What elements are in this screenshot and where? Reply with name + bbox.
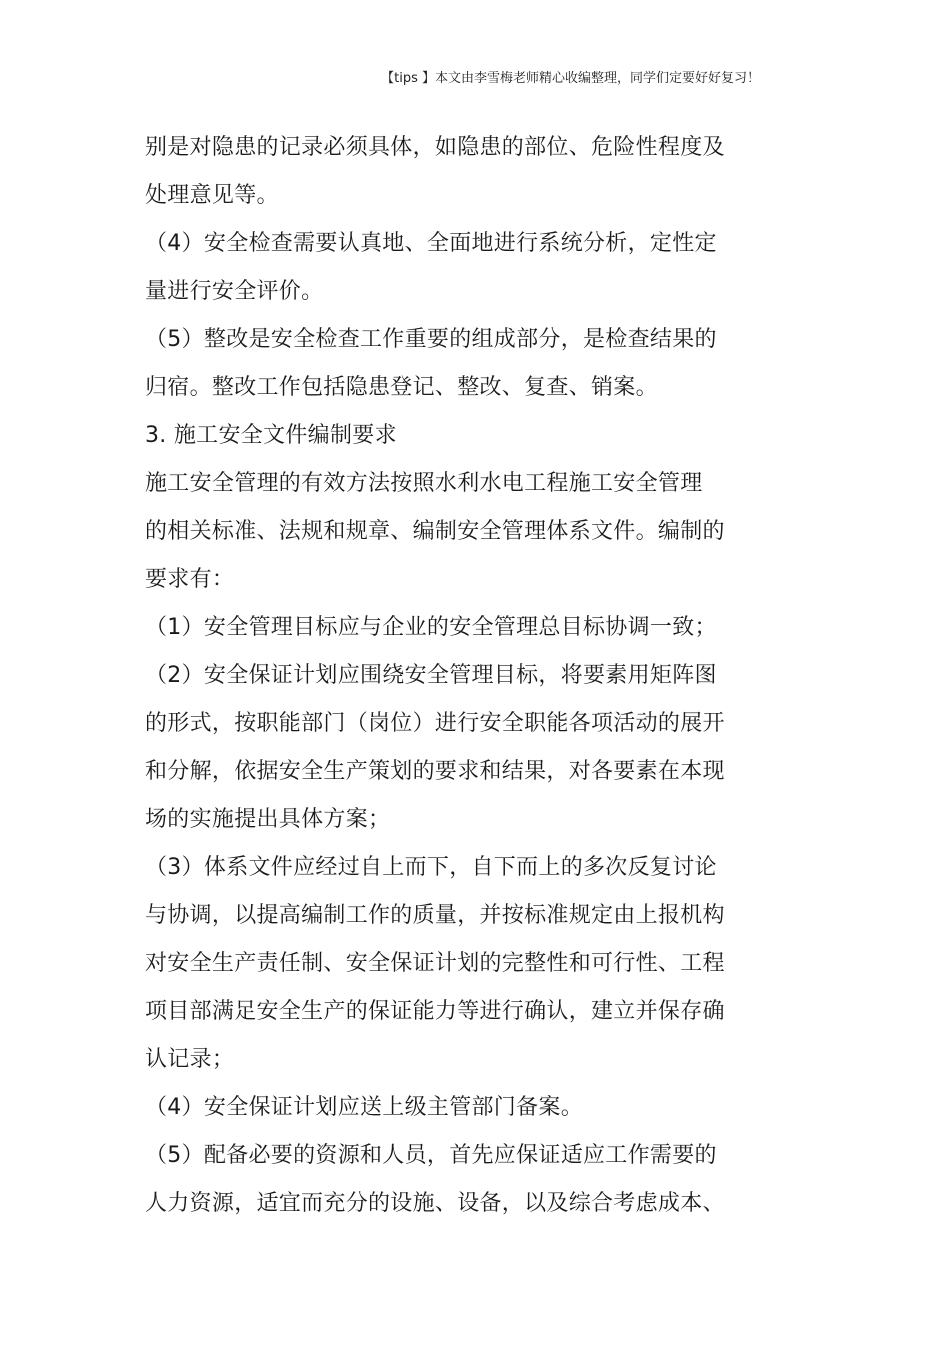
text-line: 项目部满足安全生产的保证能力等进行确认，建立并保存确 (145, 999, 725, 1024)
text-line: 施工安全管理的有效方法按照水利水电工程施工安全管理 (145, 471, 703, 496)
text-line: 归宿。整改工作包括隐患登记、整改、复查、销案。 (145, 375, 658, 400)
text-line: （5）整改是安全检查工作重要的组成部分，是检查结果的 (145, 327, 717, 352)
text-line: 的相关标准、法规和规章、编制安全管理体系文件。编制的 (145, 519, 725, 544)
text-line: 处理意见等。 (145, 183, 279, 208)
text-line: 认记录； (145, 1047, 235, 1072)
text-line: 量进行安全评价。 (145, 279, 324, 304)
text-line: 和分解，依据安全生产策划的要求和结果，对各要素在本现 (145, 759, 725, 784)
text-line: 要求有： (145, 567, 235, 592)
text-line: 人力资源，适宜而充分的设施、设备，以及综合考虑成本、 (145, 1191, 725, 1216)
text-line: （4）安全保证计划应送上级主管部门备案。 (145, 1095, 583, 1120)
text-line: 场的实施提出具体方案； (145, 807, 391, 832)
text-line: 别是对隐患的记录必须具体，如隐患的部位、危险性程度及 (145, 135, 725, 160)
text-line: 的形式，按职能部门（岗位）进行安全职能各项活动的展开 (145, 711, 725, 736)
text-line: （2）安全保证计划应围绕安全管理目标，将要素用矩阵图 (145, 663, 717, 688)
text-line: （4）安全检查需要认真地、全面地进行系统分析，定性定 (145, 231, 717, 256)
text-line: （5）配备必要的资源和人员，首先应保证适应工作需要的 (145, 1143, 717, 1168)
text-line: （1）安全管理目标应与企业的安全管理总目标协调一致； (145, 615, 717, 640)
body-text (145, 124, 745, 1228)
text-line: 与协调，以提高编制工作的质量，并按标准规定由上报机构 (145, 903, 725, 928)
text-line: 对安全生产责任制、安全保证计划的完整性和可行性、工程 (145, 951, 725, 976)
header-tip: 【tips 】本文由李雪梅老师精心收编整理，同学们定要好好复习！ (381, 71, 760, 86)
text-line: （3）体系文件应经过自上而下，自下而上的多次反复讨论 (145, 855, 717, 880)
section-heading: 3. 施工安全文件编制要求 (145, 423, 397, 448)
